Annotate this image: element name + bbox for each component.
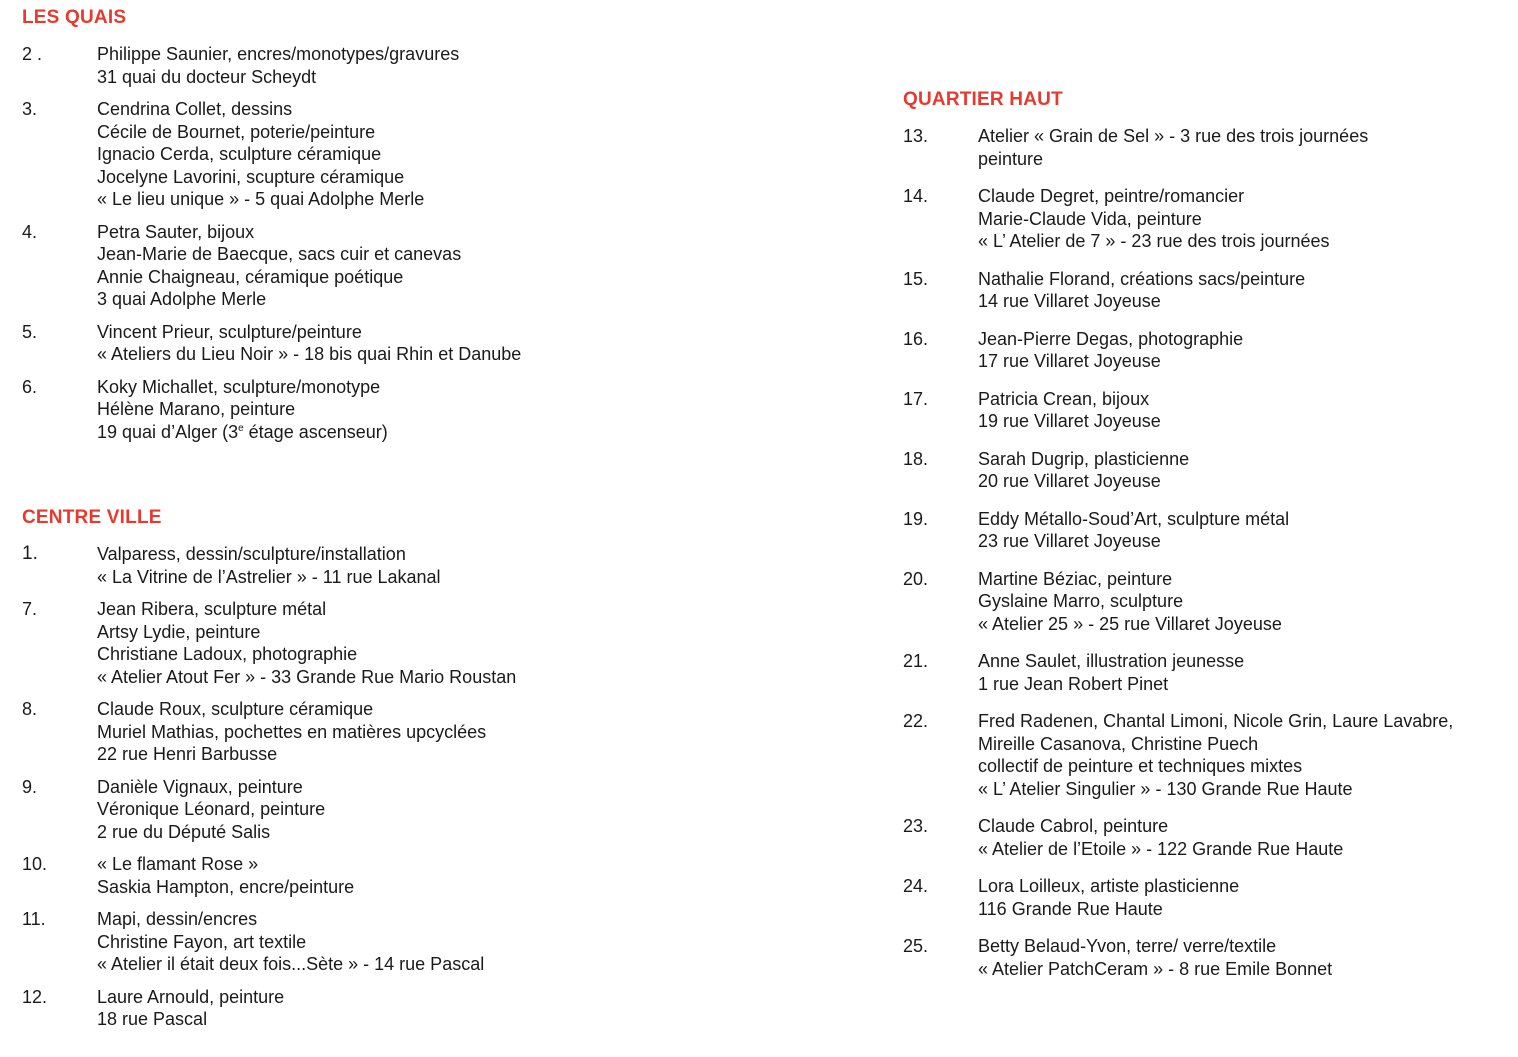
- entry-text: Lora Loilleux, artiste plasticienne: [978, 876, 1240, 896]
- entry-number: 25.: [903, 936, 929, 956]
- entry-line: [97, 421, 852, 444]
- entry-text: Valparess, dessin/sculpture/installation: [97, 544, 406, 564]
- entry-line: [978, 470, 1503, 493]
- entry-number: 1.: [22, 543, 38, 564]
- entry-number: 21.: [903, 651, 929, 671]
- list-item: [22, 376, 852, 444]
- entry-number: 13.: [903, 126, 929, 146]
- entry-text: 116 Grande Rue Haute: [978, 898, 1163, 919]
- entry-text: Vincent Prieur, sculpture/peinture: [97, 321, 362, 342]
- entry-lines: [97, 221, 852, 311]
- entry-text: Betty Belaud-Yvon, terre/ verre/textile: [978, 936, 1277, 956]
- list-item: [903, 185, 1503, 253]
- entry-text: Jean Ribera, sculpture métal: [97, 599, 327, 619]
- entry-text: Christine Fayon, art textile: [97, 931, 307, 952]
- entry-lines: [97, 543, 852, 588]
- entry-text: Hélène Marano, peinture: [97, 399, 296, 419]
- entry-line: [978, 755, 1503, 778]
- entry-text: « Atelier PatchCeram » - 8 rue Emile Bonnet: [978, 958, 1333, 979]
- entry-number: 7.: [22, 599, 38, 619]
- entry-list: [22, 543, 852, 1031]
- entry-text: Christiane Ladoux, photographie: [97, 644, 358, 664]
- entry-number: 11.: [22, 909, 46, 929]
- list-item: [903, 268, 1503, 313]
- entry-text: Danièle Vignaux, peinture: [97, 776, 303, 797]
- entry-number: 15.: [903, 268, 929, 289]
- section-centre-ville: [22, 500, 852, 1041]
- entry-lines: [978, 875, 1503, 920]
- entry-number: 4.: [22, 221, 38, 242]
- entry-text: « Atelier de l’Etoile » - 122 Grande Rue Haute: [978, 838, 1344, 859]
- entry-name: [978, 650, 1503, 673]
- entry-text: Claude Cabrol, peinture: [978, 816, 1169, 836]
- entry-name: [978, 815, 1503, 838]
- entry-name: [97, 776, 852, 799]
- list-item: [22, 853, 852, 898]
- entry-name: [97, 221, 852, 244]
- list-item: [22, 221, 852, 311]
- entry-line: [97, 876, 852, 899]
- entry-text: 31 quai du docteur Scheydt: [97, 66, 317, 87]
- entry-line: [97, 143, 852, 166]
- entry-name: [978, 328, 1503, 351]
- entry-text: Véronique Léonard, peinture: [97, 799, 326, 819]
- entry-text: Mireille Casanova, Christine Puech: [978, 733, 1259, 754]
- list-item: [903, 710, 1503, 800]
- list-item: [903, 815, 1503, 860]
- entry-number: 14.: [903, 186, 929, 206]
- entry-line: [978, 778, 1503, 801]
- entry-lines: [97, 43, 852, 88]
- entry-line: [97, 821, 852, 844]
- entry-line: [97, 243, 852, 266]
- entry-lines: [978, 328, 1503, 373]
- entry-lines: [978, 185, 1503, 253]
- entry-number: 24.: [903, 876, 929, 896]
- list-item: [903, 328, 1503, 373]
- entry-text: Patricia Crean, bijoux: [978, 388, 1150, 409]
- list-item: [903, 568, 1503, 636]
- entry-lines: [978, 508, 1503, 553]
- entry-number: 2 .: [22, 44, 43, 64]
- list-item: [903, 650, 1503, 695]
- entry-line: [978, 290, 1503, 313]
- entry-lines: [97, 321, 852, 366]
- entry-name: [97, 321, 852, 344]
- entry-lines: [978, 268, 1503, 313]
- entry-text: 20 rue Villaret Joyeuse: [978, 471, 1161, 491]
- entry-line: [97, 398, 852, 421]
- entry-text: Eddy Métallo-Soud’Art, sculpture métal: [978, 508, 1290, 529]
- entry-line: [97, 721, 852, 744]
- entry-lines: [978, 568, 1503, 636]
- entry-line: [97, 931, 852, 954]
- entry-number: 5.: [22, 321, 38, 342]
- entry-line: [97, 66, 852, 89]
- entry-text: Marie-Claude Vida, peinture: [978, 208, 1202, 229]
- entry-line: [97, 743, 852, 766]
- entry-line: [978, 838, 1503, 861]
- list-item: [903, 875, 1503, 920]
- entry-line: [97, 1008, 852, 1031]
- entry-line: [978, 208, 1503, 231]
- list-item: [22, 43, 852, 88]
- entry-text: Philippe Saunier, encres/monotypes/gravures: [97, 44, 460, 64]
- entry-name: [97, 698, 852, 721]
- entry-number: 3.: [22, 99, 38, 119]
- entry-line: [978, 410, 1503, 433]
- entry-line: [97, 288, 852, 311]
- entry-number: 12.: [22, 986, 48, 1007]
- entry-lines: [97, 698, 852, 766]
- entry-line: [978, 530, 1503, 553]
- section-title: QUARTIER HAUT: [903, 89, 1063, 110]
- entry-lines: [978, 125, 1503, 170]
- entry-name: [978, 875, 1503, 898]
- entry-text: Claude Degret, peintre/romancier: [978, 186, 1245, 206]
- entry-text: Laure Arnould, peinture: [97, 986, 285, 1007]
- entry-number: 22.: [903, 711, 929, 731]
- entry-text: « Atelier Atout Fer » - 33 Grande Rue Mario Roustan: [97, 666, 517, 687]
- entry-text: Anne Saulet, illustration jeunesse: [978, 651, 1245, 671]
- entry-text: Fred Radenen, Chantal Limoni, Nicole Grin, Laure Lavabre,: [978, 711, 1454, 731]
- entry-lines: [978, 650, 1503, 695]
- entry-text: 2 rue du Député Salis: [97, 821, 271, 842]
- entry-text: Nathalie Florand, créations sacs/peinture: [978, 268, 1306, 289]
- entry-name: [97, 543, 852, 566]
- entry-name: [978, 508, 1503, 531]
- entry-line: [978, 350, 1503, 373]
- entry-text: Jean-Pierre Degas, photographie: [978, 328, 1244, 349]
- entry-line: [978, 148, 1503, 171]
- entry-line: [978, 898, 1503, 921]
- entry-text: Jean-Marie de Baecque, sacs cuir et canevas: [97, 244, 462, 264]
- entry-line: [978, 673, 1503, 696]
- entry-name: [978, 388, 1503, 411]
- entry-list: [22, 43, 852, 443]
- entry-text: Cécile de Bournet, poterie/peinture: [97, 121, 376, 142]
- entry-text: 14 rue Villaret Joyeuse: [978, 291, 1161, 311]
- entry-line: [978, 958, 1503, 981]
- list-item: [22, 908, 852, 976]
- superscript: e: [238, 422, 244, 434]
- entry-line: [978, 590, 1503, 613]
- entry-number: 9.: [22, 776, 38, 797]
- list-item: [22, 543, 852, 588]
- entry-name: [97, 98, 852, 121]
- list-item: [903, 508, 1503, 553]
- entry-text: Artsy Lydie, peinture: [97, 621, 261, 642]
- entry-number: 16.: [903, 328, 929, 349]
- entry-name: [978, 568, 1503, 591]
- entry-text: « L’ Atelier de 7 » - 23 rue des trois journées: [978, 231, 1330, 251]
- entry-number: 8.: [22, 699, 38, 719]
- entry-name: [97, 598, 852, 621]
- entry-text: 19 quai d’Alger (3: [97, 421, 239, 442]
- entry-text: « Atelier 25 » - 25 rue Villaret Joyeuse: [978, 613, 1282, 634]
- entry-text: Sarah Dugrip, plasticienne: [978, 448, 1190, 469]
- entry-lines: [978, 815, 1503, 860]
- entry-line: [97, 953, 852, 976]
- section-title: LES QUAIS: [22, 7, 127, 28]
- entry-name: [97, 43, 852, 66]
- entry-line: [97, 566, 852, 589]
- entry-text-after: étage ascenseur): [243, 421, 388, 442]
- list-item: [903, 935, 1503, 980]
- entry-lines: [97, 776, 852, 844]
- list-item: [903, 448, 1503, 493]
- entry-text: Koky Michallet, sculpture/monotype: [97, 376, 381, 397]
- entry-line: [97, 188, 852, 211]
- entry-line: [97, 121, 852, 144]
- entry-text: collectif de peinture et techniques mixtes: [978, 756, 1303, 776]
- entry-lines: [97, 986, 852, 1031]
- entry-lines: [97, 853, 852, 898]
- entry-name: [978, 268, 1503, 291]
- entry-name: [978, 448, 1503, 471]
- section-quartier-haut: [903, 82, 1503, 995]
- entry-lines: [978, 448, 1503, 493]
- entry-text: 18 rue Pascal: [97, 1009, 208, 1029]
- entry-text: Petra Sauter, bijoux: [97, 221, 255, 242]
- entry-line: [978, 230, 1503, 253]
- entry-text: Atelier « Grain de Sel » - 3 rue des trois journées: [978, 126, 1369, 146]
- list-item: [22, 986, 852, 1031]
- entry-name: [97, 376, 852, 399]
- entry-lines: [978, 935, 1503, 980]
- entry-text: 3 quai Adolphe Merle: [97, 289, 267, 309]
- entry-lines: [978, 388, 1503, 433]
- entry-name: [97, 853, 852, 876]
- entry-line: [978, 733, 1503, 756]
- section-les-quais: [22, 0, 852, 453]
- entry-line: [97, 166, 852, 189]
- entry-text: Gyslaine Marro, sculpture: [978, 591, 1184, 611]
- entry-text: Cendrina Collet, dessins: [97, 99, 293, 119]
- entry-lines: [97, 908, 852, 976]
- entry-text: « Le flamant Rose »: [97, 854, 259, 874]
- entry-lines: [978, 710, 1503, 800]
- list-item: [903, 125, 1503, 170]
- entry-lines: [97, 598, 852, 688]
- entry-number: 10.: [22, 854, 48, 874]
- entry-text: Mapi, dessin/encres: [97, 909, 258, 929]
- list-item: [22, 698, 852, 766]
- entry-line: [97, 643, 852, 666]
- entry-list: [903, 125, 1503, 980]
- list-item: [903, 388, 1503, 433]
- list-item: [22, 321, 852, 366]
- entry-line: [97, 666, 852, 689]
- entry-text: « L’ Atelier Singulier » - 130 Grande Rue Haute: [978, 778, 1353, 799]
- entry-text: Jocelyne Lavorini, scupture céramique: [97, 166, 405, 187]
- list-item: [22, 598, 852, 688]
- entry-text: « Atelier il était deux fois...Sète » - 14 rue Pascal: [97, 954, 485, 974]
- entry-line: [97, 343, 852, 366]
- entry-line: [97, 621, 852, 644]
- entry-text: 17 rue Villaret Joyeuse: [978, 351, 1161, 371]
- entry-number: 23.: [903, 816, 929, 836]
- entry-number: 6.: [22, 376, 38, 397]
- entry-text: Annie Chaigneau, céramique poétique: [97, 266, 404, 287]
- entry-name: [978, 185, 1503, 208]
- entry-name: [978, 710, 1503, 733]
- entry-text: 22 rue Henri Barbusse: [97, 744, 278, 764]
- list-item: [22, 776, 852, 844]
- entry-lines: [97, 98, 852, 211]
- entry-line: [978, 613, 1503, 636]
- entry-name: [97, 986, 852, 1009]
- entry-number: 18.: [903, 448, 929, 469]
- entry-name: [97, 908, 852, 931]
- entry-text: 23 rue Villaret Joyeuse: [978, 531, 1161, 551]
- entry-text: « Ateliers du Lieu Noir » - 18 bis quai Rhin et Danube: [97, 344, 522, 364]
- entry-line: [97, 266, 852, 289]
- entry-text: peinture: [978, 148, 1044, 169]
- entry-text: Saskia Hampton, encre/peinture: [97, 876, 355, 897]
- entry-text: « La Vitrine de l’Astrelier » - 11 rue Lakanal: [97, 566, 441, 587]
- entry-text: Ignacio Cerda, sculpture céramique: [97, 144, 382, 164]
- entry-line: [97, 798, 852, 821]
- entry-text: Claude Roux, sculpture céramique: [97, 699, 374, 719]
- entry-name: [978, 935, 1503, 958]
- section-title: CENTRE VILLE: [22, 507, 162, 528]
- entry-number: 17.: [903, 388, 929, 409]
- list-item: [22, 98, 852, 211]
- entry-number: 19.: [903, 508, 929, 529]
- entry-text: 1 rue Jean Robert Pinet: [978, 673, 1169, 694]
- entry-text: Martine Béziac, peinture: [978, 568, 1173, 589]
- entry-text: 19 rue Villaret Joyeuse: [978, 411, 1161, 431]
- entry-lines: [97, 376, 852, 444]
- entry-name: [978, 125, 1503, 148]
- entry-text: « Le lieu unique » - 5 quai Adolphe Merle: [97, 189, 425, 209]
- entry-text: Muriel Mathias, pochettes en matières upcyclées: [97, 721, 487, 742]
- entry-number: 20.: [903, 568, 929, 589]
